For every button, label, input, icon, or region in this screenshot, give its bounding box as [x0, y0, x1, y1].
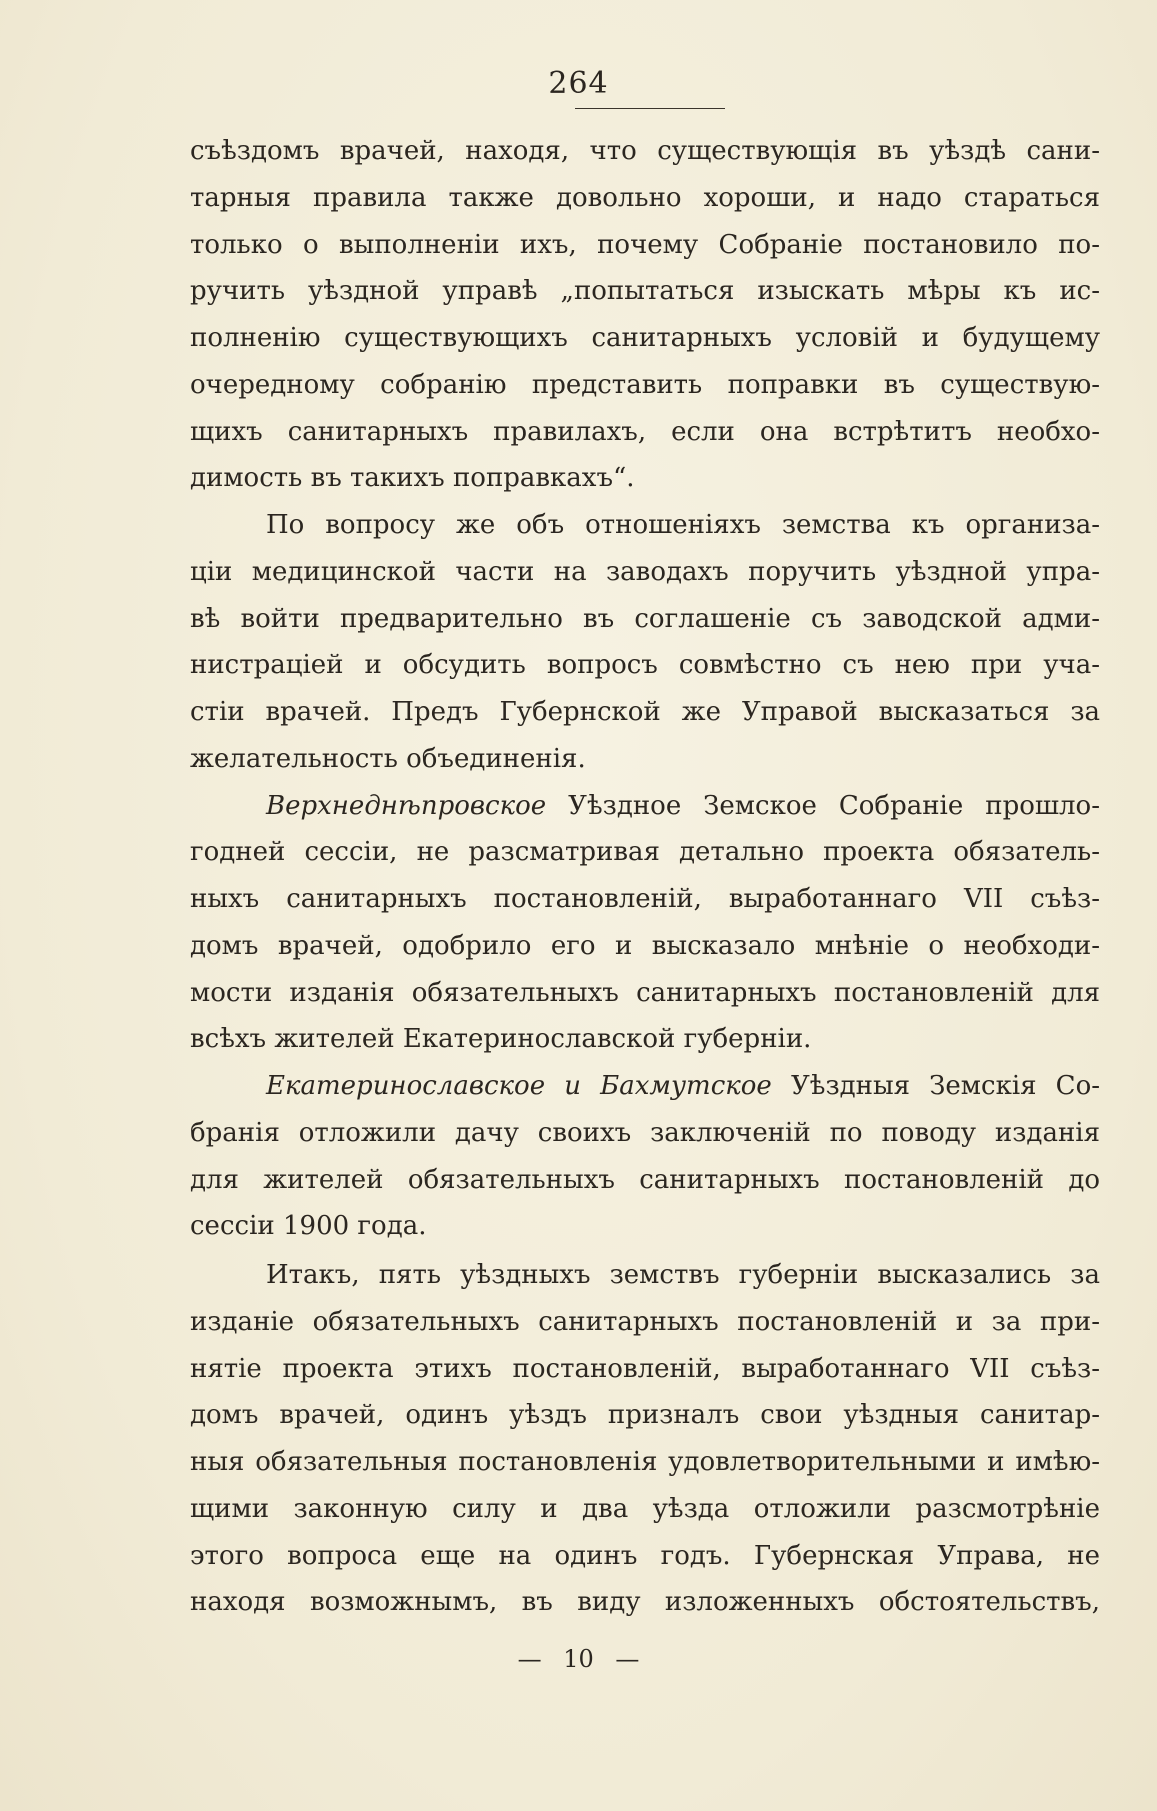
page-number: 264 [548, 66, 609, 101]
text-line: только о выполненіи ихъ, почему Собраніе постановило по- [190, 229, 1100, 260]
text-line: для жителей обязательныхъ санитарныхъ постановленій до [190, 1164, 1100, 1195]
text-line: годней сессіи, не разсматривая детально проекта обязатель- [190, 837, 1100, 868]
text-line: ручить уѣздной управѣ „попытаться изыскать мѣры къ ис- [190, 276, 1100, 307]
text-line: По вопросу же объ отношеніяхъ земства къ организа- [266, 510, 1100, 540]
text-line: находя возможнымъ, въ виду изложенныхъ обстоятельствъ, [190, 1587, 1100, 1618]
text-line: стіи врачей. Предъ Губернской же Управой высказаться за [190, 697, 1100, 727]
text-line: ціи медицинской части на заводахъ поручить уѣздной упра- [190, 556, 1100, 587]
text-line: тарныя правила также довольно хороши, и надо стараться [190, 182, 1100, 213]
text-line: нистраціей и обсудить вопросъ совмѣстно съ нею при уча- [190, 650, 1100, 681]
district-name-italic: Екатеринославское и Бахмутское [266, 1071, 772, 1101]
text-line: вѣ войти предварительно въ соглашеніе съ заводской адми- [190, 603, 1100, 634]
text-line: ныя обязательныя постановленія удовлетворительными и имѣю- [190, 1447, 1100, 1477]
text-line: ныхъ санитарныхъ постановленій, выработаннаго VII съѣз- [190, 884, 1100, 914]
text-line: изданіе обязательныхъ санитарныхъ постановленій и за при- [190, 1306, 1100, 1337]
text-line: этого вопроса еще на одинъ годъ. Губернская Управа, не [190, 1540, 1100, 1571]
text-line: мости изданія обязательныхъ санитарныхъ постановленій для [190, 977, 1100, 1008]
text-line: щихъ санитарныхъ правилахъ, если она встрѣтитъ необхо- [190, 416, 1100, 447]
text-line: димость въ такихъ поправкахъ“. [190, 463, 635, 494]
text-line: полненію существующихъ санитарныхъ условій и будущему [190, 323, 1100, 353]
text-line: всѣхъ жителей Екатеринославской губерніи. [190, 1024, 812, 1055]
text-line: бранія отложили дачу своихъ заключеній по поводу изданія [190, 1117, 1100, 1148]
text-line: сессіи 1900 года. [190, 1211, 427, 1242]
text-line: нятіе проекта этихъ постановленій, выработаннаго VII съѣз- [190, 1353, 1100, 1384]
text-line: домъ врачей, одинъ уѣздъ призналъ свои уѣздныя санитар- [190, 1400, 1100, 1431]
text-line: Верхнеднѣпровское Уѣздное Земское Собраніе прошло- [266, 790, 1100, 821]
text-line: щими законную силу и два уѣзда отложили разсмотрѣніе [190, 1493, 1100, 1524]
signature-mark: — 10 — [517, 1645, 640, 1673]
text-line: съѣздомъ врачей, находя, что существующія въ уѣздѣ сани- [190, 136, 1100, 166]
text-line: очередному собранію представить поправки въ существую- [190, 369, 1100, 400]
text-line: Итакъ, пять уѣздныхъ земствъ губерніи высказались за [266, 1260, 1100, 1290]
body-text [190, 128, 1100, 1626]
district-name-italic: Верхнеднѣпровское [266, 790, 547, 821]
text-line: домъ врачей, одобрило его и высказало мнѣніе о необходи- [190, 930, 1100, 961]
text-line: Екатеринославское и Бахмутское Уѣздныя Земскія Со- [266, 1071, 1101, 1101]
text-line: желательность объединенія. [190, 743, 586, 774]
page-number-rule [575, 108, 725, 109]
